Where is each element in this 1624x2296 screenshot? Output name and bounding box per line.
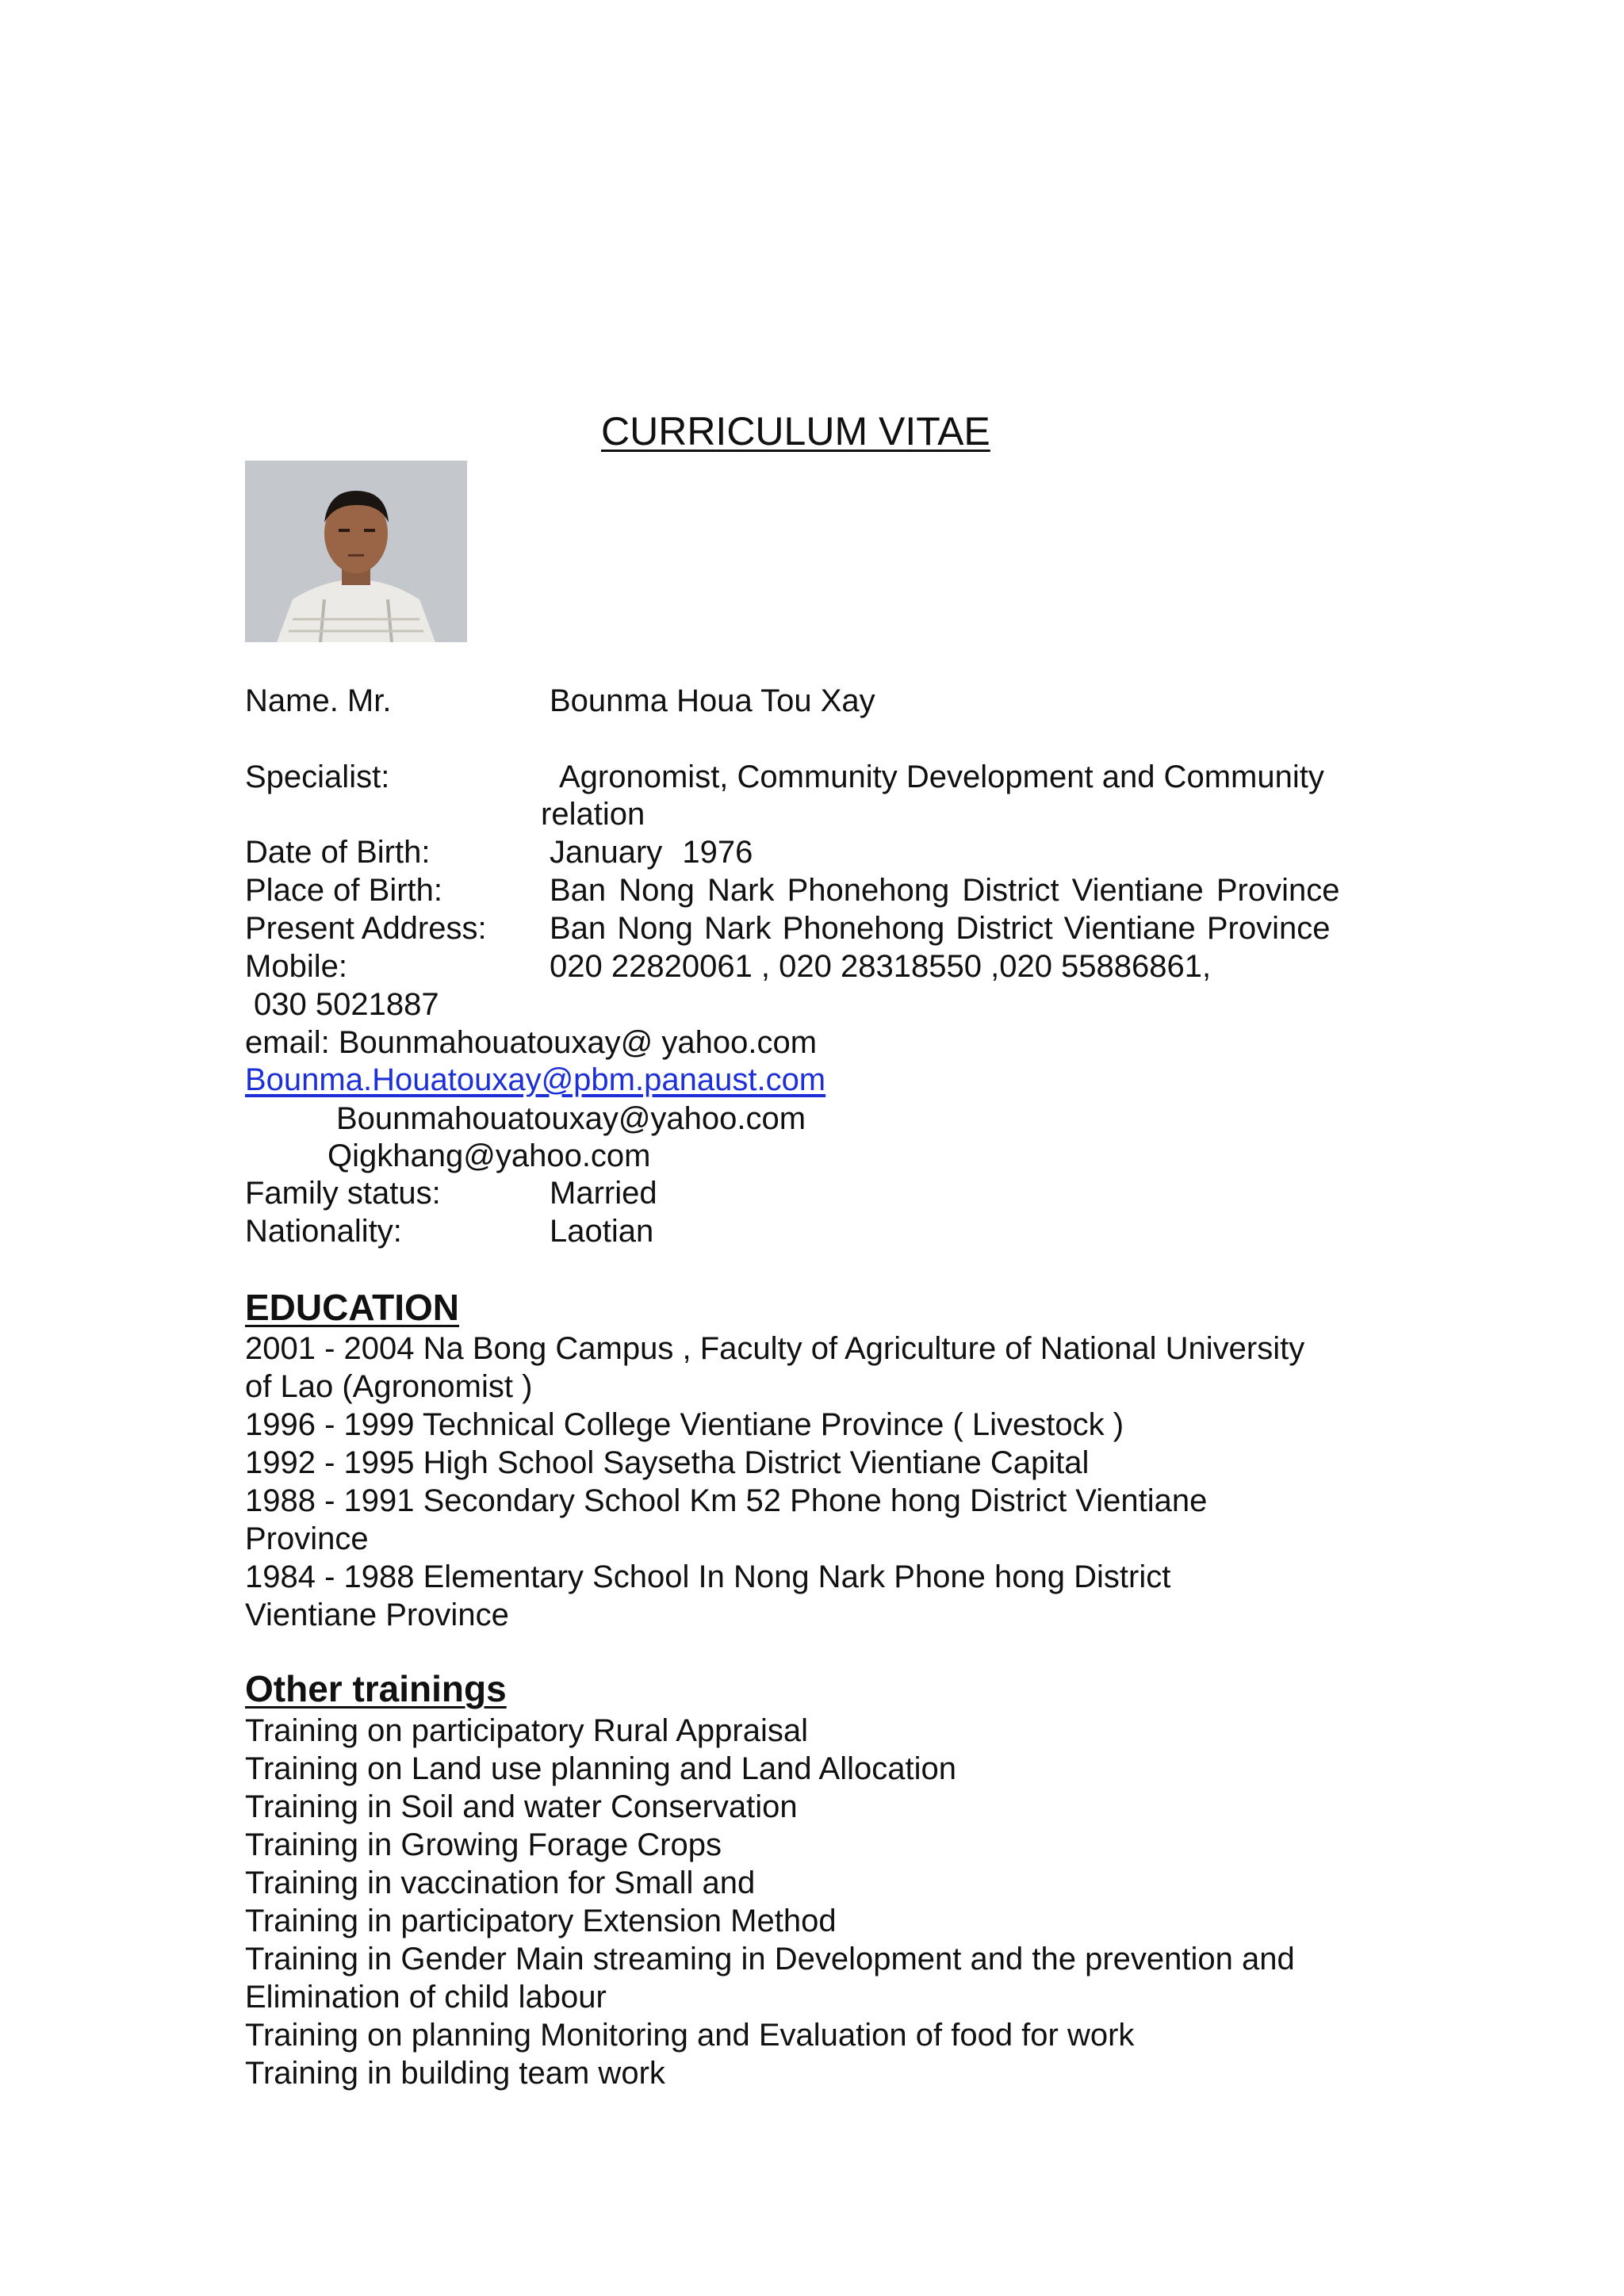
education-line: 1996 - 1999 Technical College Vientiane Province ( Livestock ) — [245, 1407, 1124, 1442]
education-heading: EDUCATION — [245, 1287, 460, 1328]
nationality-value: Laotian — [550, 1214, 654, 1249]
trainings-heading: Other trainings — [245, 1668, 507, 1709]
profile-photo — [245, 461, 467, 642]
education-line: 1992 - 1995 High School Saysetha District Vientiane Capital — [245, 1445, 1090, 1480]
nationality-label: Nationality: — [245, 1214, 402, 1249]
pob-value: Ban Nong Nark Phonehong District Vientiane Province — [550, 873, 1340, 908]
training-line: Training on participatory Rural Appraisal — [245, 1713, 808, 1748]
specialist-value-cont: relation — [541, 797, 645, 832]
specialist-label: Specialist: — [245, 760, 390, 794]
education-line: 1984 - 1988 Elementary School In Nong Nark Phone hong District — [245, 1559, 1171, 1594]
pob-label: Place of Birth: — [245, 873, 443, 908]
education-line: Vientiane Province — [245, 1598, 509, 1632]
mobile-value: 020 22820061 , 020 28318550 ,020 55886861, — [550, 949, 1212, 984]
education-line: 2001 - 2004 Na Bong Campus , Faculty of Agriculture of National University — [245, 1331, 1305, 1366]
education-list — [245, 1330, 1304, 1634]
training-line: Training in participatory Extension Method — [245, 1904, 837, 1938]
mobile-value-cont: 030 5021887 — [254, 987, 439, 1022]
address-label: Present Address: — [245, 911, 487, 946]
education-line: of Lao (Agronomist ) — [245, 1369, 533, 1404]
email-link[interactable]: Bounma.Houatouxay@pbm.panaust.com — [245, 1062, 826, 1097]
training-line: Training on Land use planning and Land Allocation — [245, 1751, 956, 1786]
specialist-value: Agronomist, Community Development and Community — [559, 760, 1324, 794]
email-alt-1: Bounmahouatouxay@yahoo.com — [336, 1101, 806, 1136]
mobile-label: Mobile: — [245, 949, 347, 984]
training-line: Training on planning Monitoring and Evaluation of food for work — [245, 2018, 1135, 2053]
training-line: Training in building team work — [245, 2056, 665, 2091]
training-line: Training in Growing Forage Crops — [245, 1827, 722, 1862]
email-alt-2: Qigkhang@yahoo.com — [327, 1138, 651, 1173]
name-value: Bounma Houa Tou Xay — [550, 683, 875, 718]
family-value: Married — [550, 1176, 657, 1211]
training-line: Training in Soil and water Conservation — [245, 1789, 798, 1824]
dob-label: Date of Birth: — [245, 835, 431, 870]
name-label: Name. Mr. — [245, 683, 392, 718]
page-title: CURRICULUM VITAE — [601, 409, 990, 453]
family-label: Family status: — [245, 1176, 441, 1211]
training-line: Elimination of child labour — [245, 1980, 607, 2015]
dob-value: January 1976 — [550, 835, 753, 870]
training-line: Training in Gender Main streaming in Development and the prevention and — [245, 1942, 1295, 1976]
email-line: email: Bounmahouatouxay@ yahoo.com — [245, 1025, 818, 1060]
training-line: Training in vaccination for Small and — [245, 1866, 756, 1900]
address-value: Ban Nong Nark Phonehong District Vientiane Province — [550, 911, 1331, 946]
trainings-list — [245, 1712, 1295, 2092]
education-line: 1988 - 1991 Secondary School Km 52 Phone hong District Vientiane — [245, 1483, 1208, 1518]
education-line: Province — [245, 1521, 369, 1556]
